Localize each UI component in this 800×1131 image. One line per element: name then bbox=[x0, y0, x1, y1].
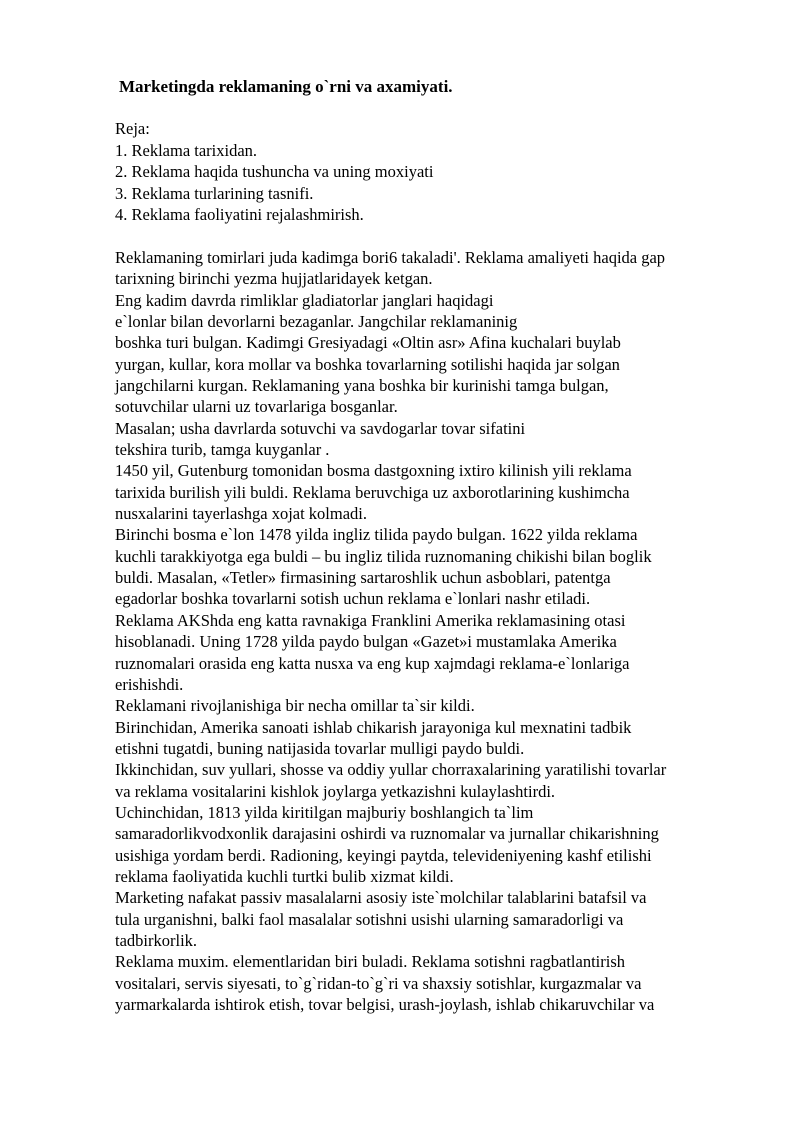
body-line: kuchli tarakkiyotga ega buldi – bu ingliz tilida ruznomaning chikishi bilan boglik bbox=[115, 546, 652, 566]
plan-heading: Reja: bbox=[115, 119, 150, 138]
body-line: Reklamaning tomirlari juda kadimga bori6 takaladi'. Reklama amaliyeti haqida gap bbox=[115, 247, 666, 267]
body-line: Birinchidan, Amerika sanoati ishlab chikarish jarayoniga kul mexnatini tadbik bbox=[115, 717, 632, 737]
body-line: Marketing nafakat passiv masalalarni asosiy iste`molchilar talablarini batafsil va bbox=[115, 888, 647, 908]
body-line: Masalan; usha davrlarda sotuvchi va savdogarlar tovar sifatini bbox=[115, 418, 526, 438]
document-page bbox=[115, 76, 755, 1015]
body-line: 1450 yil, Gutenburg tomonidan bosma dastgoxning ixtiro kilinish yili reklama bbox=[115, 461, 632, 481]
body-line: tula urganishni, balki faol masalalar sotishni usishi ularning samaradorligi va bbox=[115, 909, 624, 929]
body-line: yarmarkalarda ishtirok etish, tovar belgisi, urash-joylash, ishlab chikaruvchilar va bbox=[115, 995, 655, 1014]
body-line: vositalari, servis siyesati, to`g`ridan-to`g`ri va shaxsiy sotishlar, kurgazmalar va bbox=[115, 973, 642, 993]
plan-section bbox=[115, 118, 755, 226]
body-line: egadorlar boshka tovarlarni sotish uchun reklama e`lonlari nashr etiladi. bbox=[115, 589, 591, 609]
body-line: reklama faoliyatida kuchli turtki bulib xizmat kildi. bbox=[115, 866, 454, 886]
body-line: samaradorlikvodxonlik darajasini oshirdi va ruznomalar va jurnallar chikarishning bbox=[115, 824, 659, 844]
body-line: tarixning birinchi yezma hujjatlaridayek ketgan. bbox=[115, 269, 433, 289]
body-text bbox=[115, 247, 755, 1015]
body-line: Reklamani rivojlanishiga bir necha omillar ta`sir kildi. bbox=[115, 696, 475, 716]
blank-line bbox=[115, 97, 755, 118]
plan-item: 3. Reklama turlarining tasnifi. bbox=[115, 183, 314, 203]
body-line: etishni tugatdi, buning natijasida tovarlar mulligi paydo buldi. bbox=[115, 738, 525, 758]
body-line: tarixida burilish yili buldi. Reklama beruvchiga uz axborotlarining kushimcha bbox=[115, 482, 630, 502]
body-line: Reklama AKShda eng katta ravnakiga Franklini Amerika reklamasining otasi bbox=[115, 610, 626, 630]
body-line: va reklama vositalarini kishlok joylarga yetkazishni kulaylashtirdi. bbox=[115, 781, 556, 801]
body-line: Eng kadim davrda rimliklar gladiatorlar janglari haqidagi bbox=[115, 290, 494, 310]
body-line: buldi. Masalan, «Tetler» firmasining sartaroshlik uchun asboblari, patentga bbox=[115, 568, 611, 588]
body-line: e`lonlar bilan devorlarni bezaganlar. Jangchilar reklamaninig bbox=[115, 312, 518, 331]
body-line: nusxalarini tayerlashga xojat kolmadi. bbox=[115, 504, 368, 524]
body-line: erishishdi. bbox=[115, 674, 184, 694]
body-line: boshka turi bulgan. Kadimgi Gresiyadagi «Oltin asr» Afina kuchalari buylab bbox=[115, 333, 621, 353]
blank-line bbox=[115, 226, 755, 247]
body-line: Birinchi bosma e`lon 1478 yilda ingliz tilida paydo bulgan. 1622 yilda reklama bbox=[115, 525, 638, 545]
body-line: Ikkinchidan, suv yullari, shosse va oddiy yullar chorraxalarining yaratilishi tovarlar bbox=[115, 760, 667, 780]
plan-item: 1. Reklama tarixidan. bbox=[115, 140, 258, 160]
body-line: jangchilarni kurgan. Reklamaning yana boshka bir kurinishi tamga bulgan, bbox=[115, 376, 609, 396]
body-line: tekshira turib, tamga kuyganlar . bbox=[115, 440, 330, 460]
body-line: usishiga yordam berdi. Radioning, keyingi paytda, televideniyening kashf etilishi bbox=[115, 845, 652, 865]
body-line: Uchinchidan, 1813 yilda kiritilgan majburiy boshlangich ta`lim bbox=[115, 802, 534, 822]
plan-item: 4. Reklama faoliyatini rejalashmirish. bbox=[115, 205, 364, 225]
body-line: hisoblanadi. Uning 1728 yilda paydo bulgan «Gazet»i mustamlaka Amerika bbox=[115, 632, 617, 652]
document-title: Marketingda reklamaning o`rni va axamiyati. bbox=[119, 77, 453, 96]
body-line: sotuvchilar ularni uz tovarlariga bosganlar. bbox=[115, 397, 398, 417]
body-line: ruznomalari orasida eng katta nusxa va eng kup xajmdagi reklama-e`lonlariga bbox=[115, 653, 630, 673]
body-line: tadbirkorlik. bbox=[115, 930, 198, 950]
body-line: yurgan, kullar, kora mollar va boshka tovarlarning sotilishi haqida jar solgan bbox=[115, 354, 620, 374]
body-line: Reklama muxim. elementlaridan biri buladi. Reklama sotishni ragbatlantirish bbox=[115, 952, 626, 972]
plan-item: 2. Reklama haqida tushuncha va uning moxiyati bbox=[115, 162, 434, 182]
